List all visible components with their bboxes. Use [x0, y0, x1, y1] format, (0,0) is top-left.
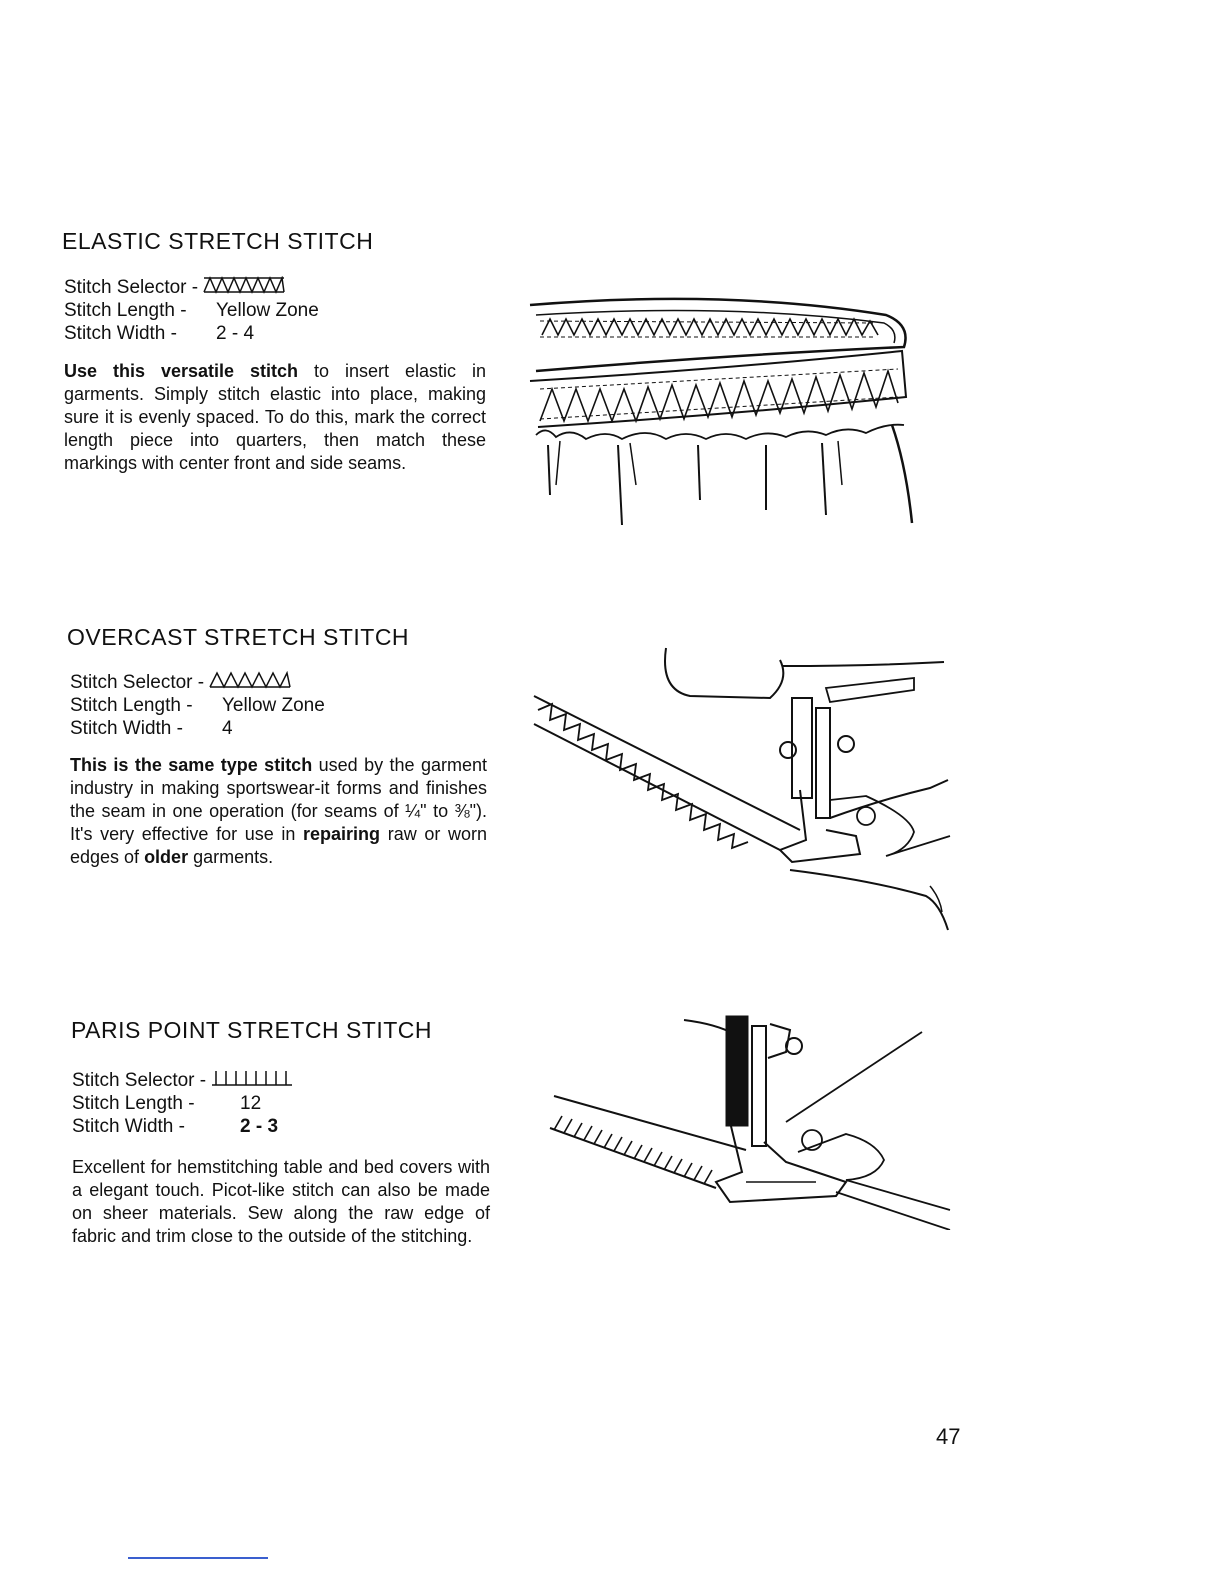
spec-row-length [70, 694, 325, 717]
description-text: garments. [188, 847, 274, 867]
spec-row-width [72, 1115, 294, 1138]
spec-label: Stitch Width - [72, 1116, 185, 1137]
specs-overcast [70, 671, 325, 740]
spec-row-selector [64, 276, 319, 299]
description-emphasis: older [144, 847, 189, 867]
spec-row-length [72, 1092, 294, 1115]
spec-value: 2 - 3 [240, 1116, 279, 1137]
spec-value: Yellow Zone [222, 695, 325, 716]
footer-rule [128, 1557, 268, 1559]
description-lead: Use this versatile stitch [64, 361, 299, 381]
spec-value: 2 - 4 [216, 323, 255, 344]
description-overcast [70, 754, 487, 869]
section-heading-elastic: ELASTIC STRETCH STITCH [62, 228, 374, 254]
spec-label: Stitch Width - [64, 323, 177, 344]
spec-label: Stitch Length - [70, 695, 193, 716]
specs-elastic [64, 276, 319, 345]
description-text: to insert elastic in garments. Simply stitch elastic into place, making sure it is evenly spaced. To do this, mark the correct length piece into quarters, then match these markings with center front and side seams. [64, 361, 487, 473]
paris-point-presser-foot-illustration-icon [546, 1012, 956, 1230]
spec-row-length [64, 299, 319, 322]
spec-value: 4 [222, 718, 233, 739]
spec-label: Stitch Length - [72, 1093, 195, 1114]
description-lead: This is the same type stitch [70, 755, 313, 775]
section-heading-paris-point: PARIS POINT STRETCH STITCH [71, 1017, 433, 1043]
spec-label: Stitch Selector - [72, 1070, 207, 1091]
spec-row-width [64, 322, 319, 345]
spec-label: Stitch Length - [64, 300, 187, 321]
spec-label: Stitch Selector - [64, 277, 199, 298]
spec-row-selector [72, 1069, 294, 1092]
specs-paris-point [72, 1069, 294, 1138]
page-number: 47 [936, 1424, 961, 1449]
spec-value: 12 [240, 1093, 262, 1114]
description-elastic [64, 360, 486, 475]
elastic-waistband-illustration-icon [526, 285, 926, 530]
overcast-stretch-symbol-icon [208, 671, 292, 689]
spec-label: Stitch Selector - [70, 672, 205, 693]
description-text: raw or worn edges of [70, 824, 488, 867]
elastic-stretch-symbol-icon [202, 276, 286, 294]
description-paris-point: Excellent for hemstitching table and bed covers with a elegant touch. Picot-like stitch can also be made on sheer materials. Sew along the raw edge of fabric and trim close to the outside of the stitching. [72, 1157, 490, 1246]
spec-row-selector [70, 671, 325, 694]
overcast-presser-foot-illustration-icon [530, 640, 955, 935]
spec-value: Yellow Zone [216, 300, 319, 321]
spec-label: Stitch Width - [70, 718, 183, 739]
description-emphasis: repairing [303, 824, 381, 844]
spec-row-width [70, 717, 325, 740]
paris-point-symbol-icon [210, 1069, 294, 1087]
description-text: used by the garment industry in making sportswear-it forms and finishes the seam in one operation (for seams of ¼" to ⅜"). It's very effective for use in [70, 755, 487, 844]
section-heading-overcast: OVERCAST STRETCH STITCH [67, 624, 410, 650]
